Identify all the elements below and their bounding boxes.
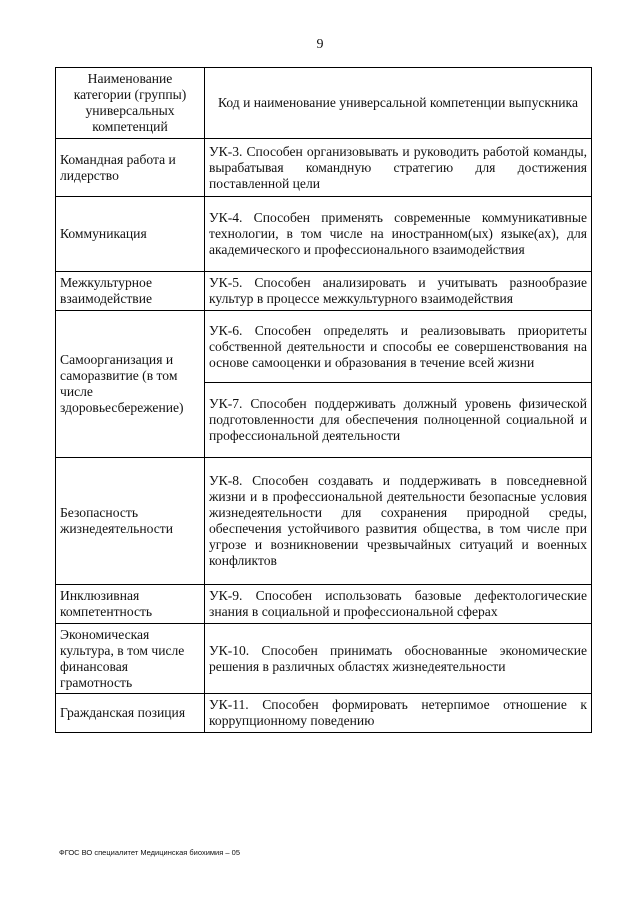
category-cell: Коммуникация <box>56 197 205 272</box>
table-row <box>56 458 592 585</box>
table-row <box>56 694 592 733</box>
category-cell: Инклюзивная компетентность <box>56 585 205 624</box>
competence-cell: УК-4. Способен применять современные коммуникативные технологии, в том числе на иностранном(ых) языке(ах), для академического и профессионального взаимодействия <box>205 197 592 272</box>
competence-cell: УК-8. Способен создавать и поддерживать в повседневной жизни и в профессиональной деятельности безопасные условия жизнедеятельности для сохранения природной среды, обеспечения устойчивого развития общества, в том числе при угрозе и возникновении чрезвычайных ситуаций и военных конфликтов <box>205 458 592 585</box>
table-row <box>56 624 592 694</box>
competence-cell: УК-10. Способен принимать обоснованные экономические решения в различных областях жизнедеятельности <box>205 624 592 694</box>
category-cell: Самоорганизация и саморазвитие (в том числе здоровьесбережение) <box>56 311 205 458</box>
category-cell: Межкультурное взаимодействие <box>56 272 205 311</box>
header-competence: Код и наименование универсальной компетенции выпускника <box>205 68 592 139</box>
competence-cell: УК-9. Способен использовать базовые дефектологические знания в социальной и профессиональной сферах <box>205 585 592 624</box>
category-cell: Гражданская позиция <box>56 694 205 733</box>
table-row <box>56 139 592 197</box>
table-row <box>56 311 592 383</box>
table-row <box>56 272 592 311</box>
category-cell: Командная работа и лидерство <box>56 139 205 197</box>
competence-cell: УК-6. Способен определять и реализовывать приоритеты собственной деятельности и способы ее совершенствования на основе самооценки и образования в течение всей жизни <box>205 311 592 383</box>
category-cell: Безопасность жизнедеятельности <box>56 458 205 585</box>
category-cell: Экономическая культура, в том числе финансовая грамотность <box>56 624 205 694</box>
document-footer: ФГОС ВО специалитет Медицинская биохимия – 05 <box>59 848 240 857</box>
table-header-row <box>56 68 592 139</box>
competence-cell: УК-3. Способен организовывать и руководить работой команды, вырабатывая командную стратегию для достижения поставленной цели <box>205 139 592 197</box>
header-category: Наименование категории (группы) универсальных компетенций <box>56 68 205 139</box>
competence-cell: УК-7. Способен поддерживать должный уровень физической подготовленности для обеспечения полноценной социальной и профессиональной деятельности <box>205 383 592 458</box>
table-row <box>56 197 592 272</box>
page-number: 9 <box>316 37 324 52</box>
competence-table <box>55 67 592 733</box>
table-row <box>56 585 592 624</box>
competence-cell: УК-5. Способен анализировать и учитывать разнообразие культур в процессе межкультурного взаимодействия <box>205 272 592 311</box>
competence-cell: УК-11. Способен формировать нетерпимое отношение к коррупционному поведению <box>205 694 592 733</box>
